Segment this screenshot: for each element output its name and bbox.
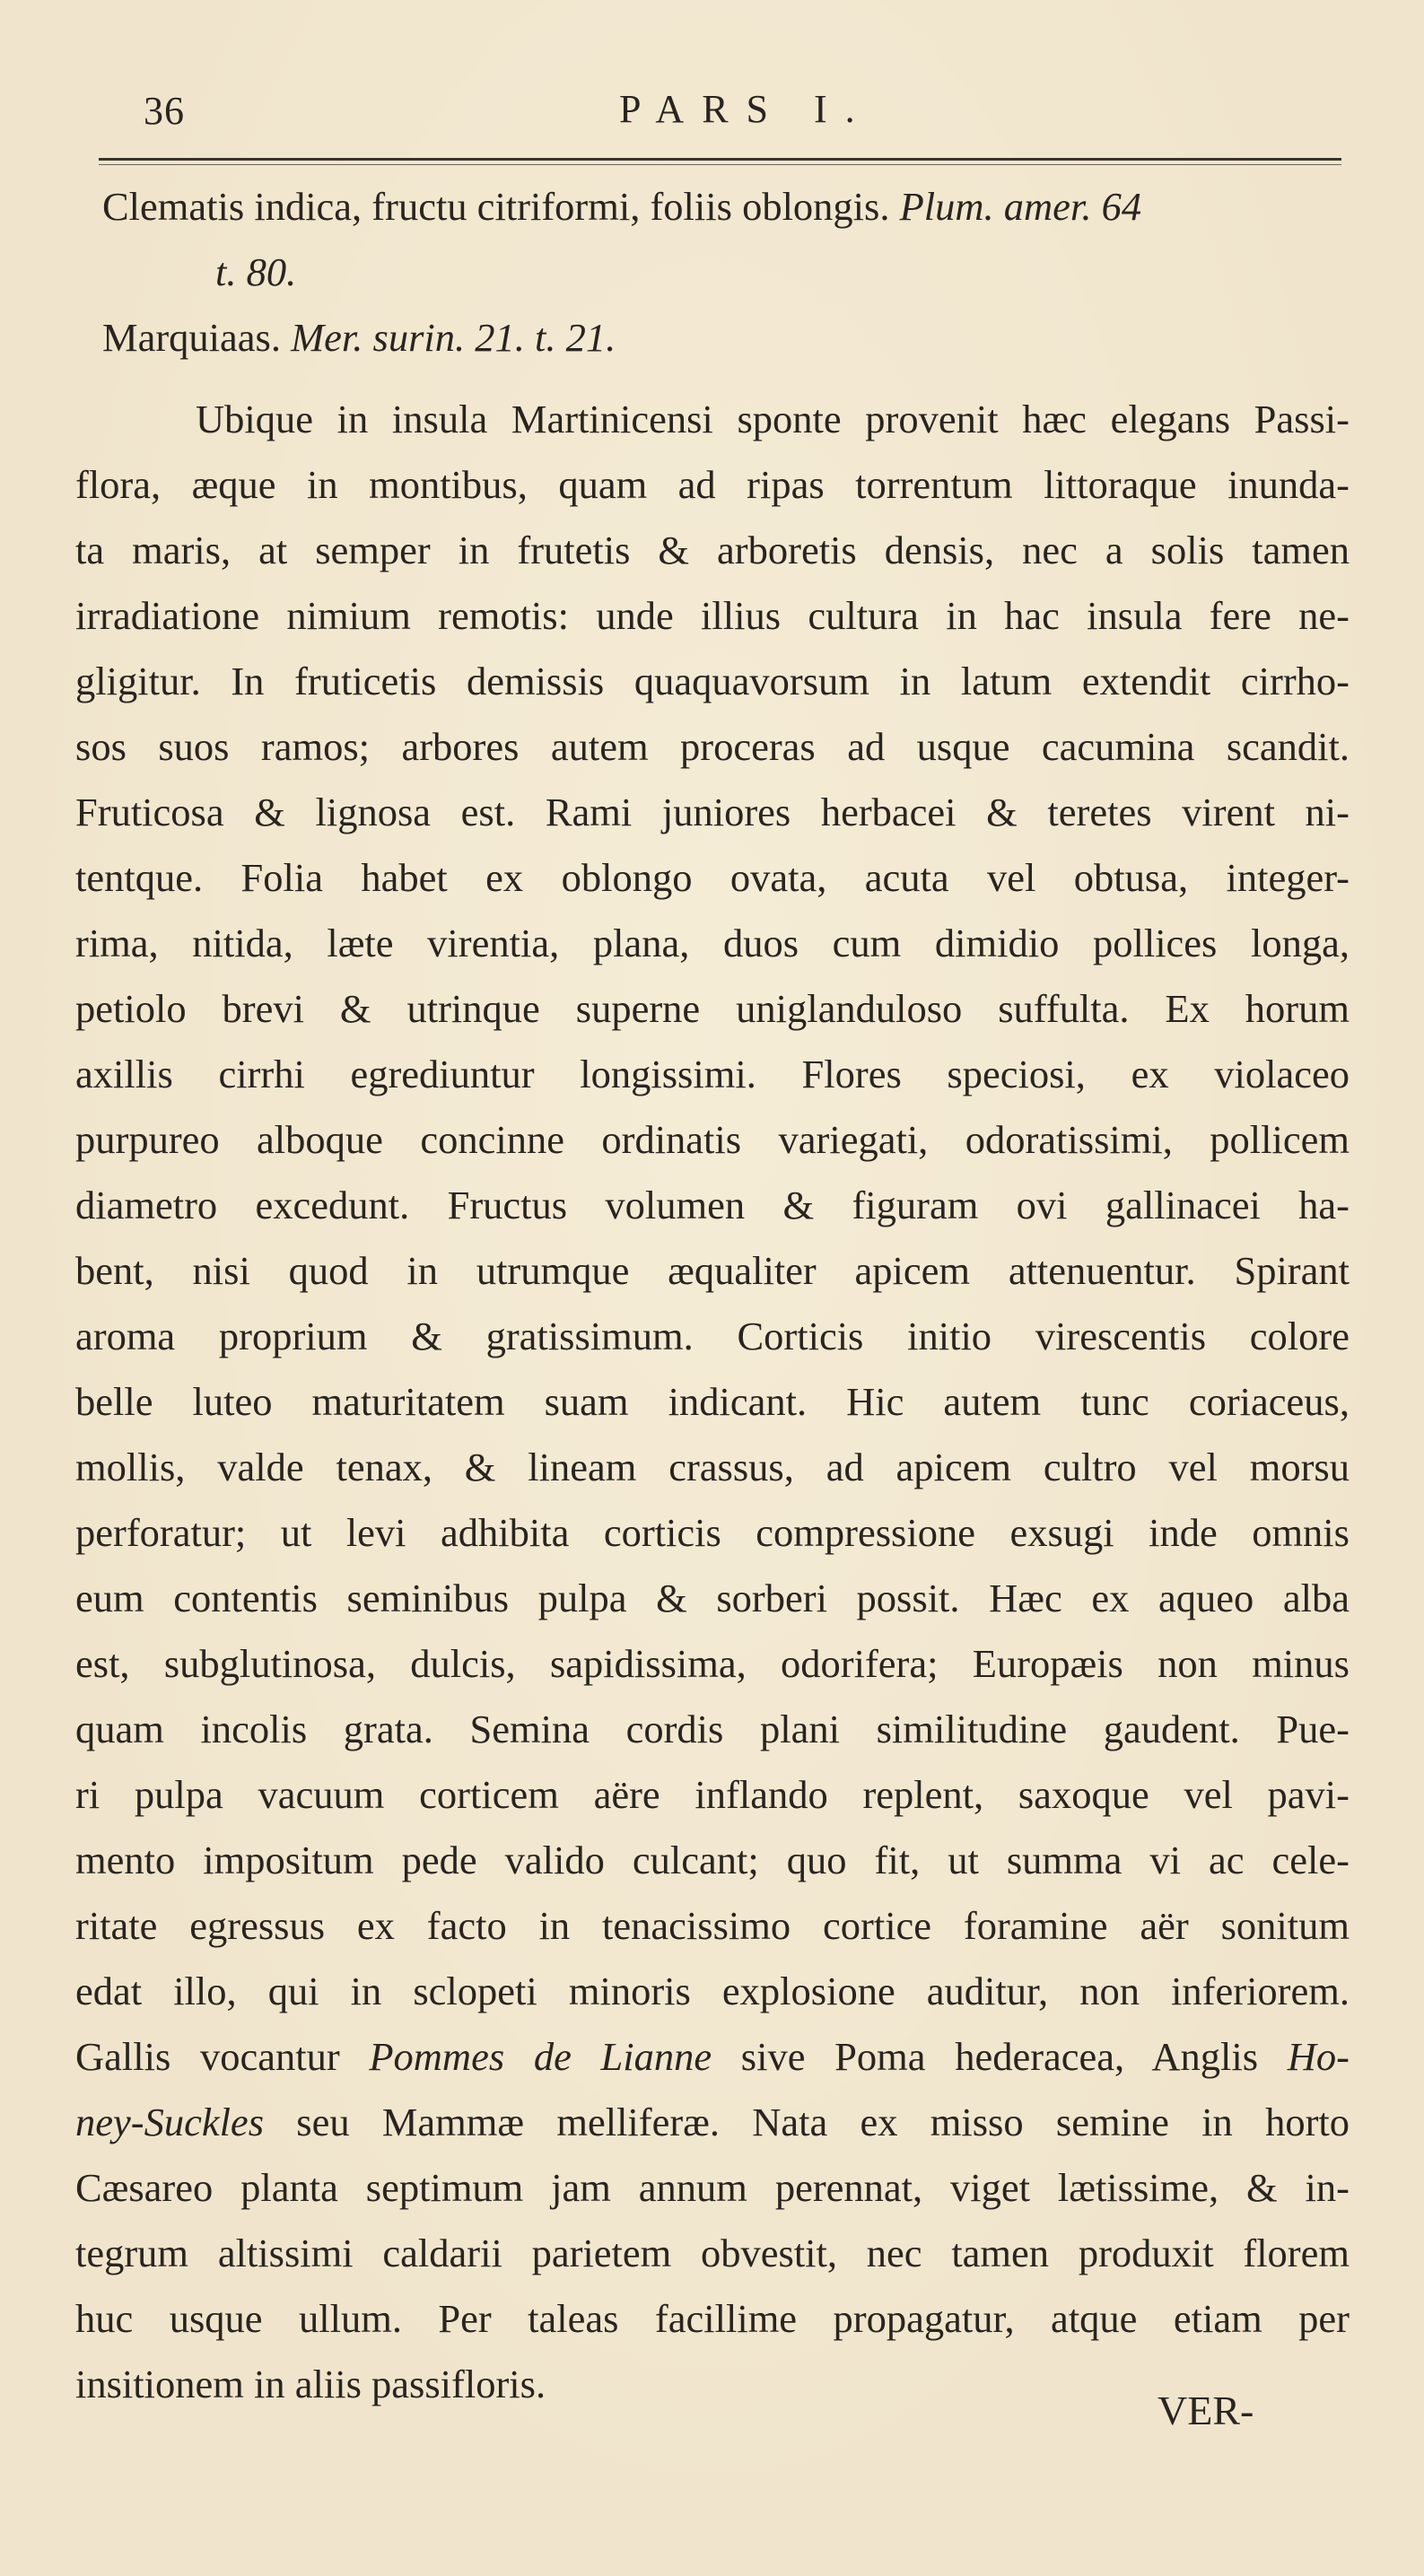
body-line: mollis, valde tenax, & lineam crassus, ad apicem cultro vel morsu — [75, 1445, 1350, 1489]
synonym-text: Marquiaas. — [102, 315, 292, 360]
body-line: perforatur; ut levi adhibita corticis compressione exsugi inde omnis — [75, 1510, 1350, 1555]
body-line: purpureo alboque concinne ordinatis variegati, odoratissimi, pollicem — [75, 1117, 1350, 1162]
body-line: sos suos ramos; arbores autem proceras ad usque cacumina scandit. — [75, 724, 1350, 769]
body-line: edat illo, qui in sclopeti minoris explosione auditur, non inferiorem. — [75, 1969, 1350, 2013]
body-line: ney-Suckles seu Mammæ melliferæ. Nata ex misso semine in horto — [75, 2100, 1350, 2144]
body-line: belle luteo maturitatem suam indicant. Hic autem tunc coriaceus, — [75, 1379, 1350, 1424]
body-line: insitionem in aliis passifloris. — [75, 2362, 546, 2406]
body-line: Ubique in insula Martinicensi sponte provenit hæc elegans Passi- — [196, 397, 1350, 441]
body-line: ri pulpa vacuum corticem aëre inflando replent, saxoque vel pavi- — [75, 1772, 1350, 1817]
body-line: tentque. Folia habet ex oblongo ovata, acuta vel obtusa, integer- — [75, 855, 1350, 900]
synonym-text: Clematis indica, fructu citriformi, foliis oblongis. — [102, 184, 900, 229]
synonym-line — [75, 305, 1350, 371]
body-line: eum contentis seminibus pulpa & sorberi possit. Hæc ex aqueo alba — [75, 1576, 1350, 1620]
body-line: aroma proprium & gratissimum. Corticis initio virescentis colore — [75, 1314, 1350, 1358]
catchword: VER- — [1158, 2388, 1254, 2433]
text-block — [75, 174, 1350, 2417]
body-line: Fruticosa & lignosa est. Rami juniores herbacei & teretes virent ni- — [75, 790, 1350, 834]
header-rule-thin — [99, 164, 1341, 165]
body-line: est, subglutinosa, dulcis, sapidissima, odorifera; Europæis non minus — [75, 1641, 1350, 1686]
synonym-line — [75, 174, 1350, 240]
body-line: ta maris, at semper in frutetis & arboretis densis, nec a solis tamen — [75, 528, 1350, 572]
body-line: huc usque ullum. Per taleas facillime propagatur, atque etiam per — [75, 2296, 1350, 2341]
running-title: PARS I. — [619, 87, 873, 131]
body-line: ritate egressus ex facto in tenacissimo cortice foramine aër sonitum — [75, 1903, 1350, 1948]
body-line: quam incolis grata. Semina cordis plani similitudine gaudent. Pue- — [75, 1707, 1350, 1751]
body-line: petiolo brevi & utrinque superne uniglandulosо suffulta. Ex horum — [75, 986, 1350, 1031]
body-line: irradiatione nimium remotis: unde illius cultura in hac insula fere ne- — [75, 593, 1350, 638]
header-rule — [99, 158, 1341, 161]
body-line: Gallis vocantur Pommes de Lianne sive Poma hederacea, Anglis Ho- — [75, 2034, 1350, 2079]
synonym-continuation: t. 80. — [215, 249, 297, 294]
body-line: axillis cirrhi egrediuntur longissimi. Flores speciosi, ex violaceo — [75, 1052, 1350, 1096]
paragraph-gap — [75, 371, 1350, 387]
page-number: 36 — [144, 89, 185, 133]
body-line: tegrum altissimi caldarii parietem obvestit, nec tamen produxit florem — [75, 2231, 1350, 2275]
body-line: gligitur. In fruticetis demissis quaquavorsum in latum extendit cirrho- — [75, 659, 1350, 703]
synonym-citation: Mer. surin. 21. t. 21. — [291, 315, 616, 360]
body-line: flora, æque in montibus, quam ad ripas torrentum littoraque inunda- — [75, 462, 1350, 507]
body-paragraph — [75, 387, 1350, 2417]
body-line: Cæsareo planta septimum jam annum perennat, viget lætissime, & in- — [75, 2165, 1350, 2210]
body-line: diametro excedunt. Fructus volumen & figuram ovi gallinacei ha- — [75, 1183, 1350, 1227]
body-line: rima, nitida, læte virentia, plana, duos cum dimidio pollices longa, — [75, 921, 1350, 965]
body-line: bent, nisi quod in utrumque æqualiter apicem attenuentur. Spirant — [75, 1248, 1350, 1293]
body-line: mento impositum pede valido culcant; quo fit, ut summa vi ac cele- — [75, 1838, 1350, 1882]
synonym-citation: Plum. amer. 64 — [899, 184, 1142, 229]
